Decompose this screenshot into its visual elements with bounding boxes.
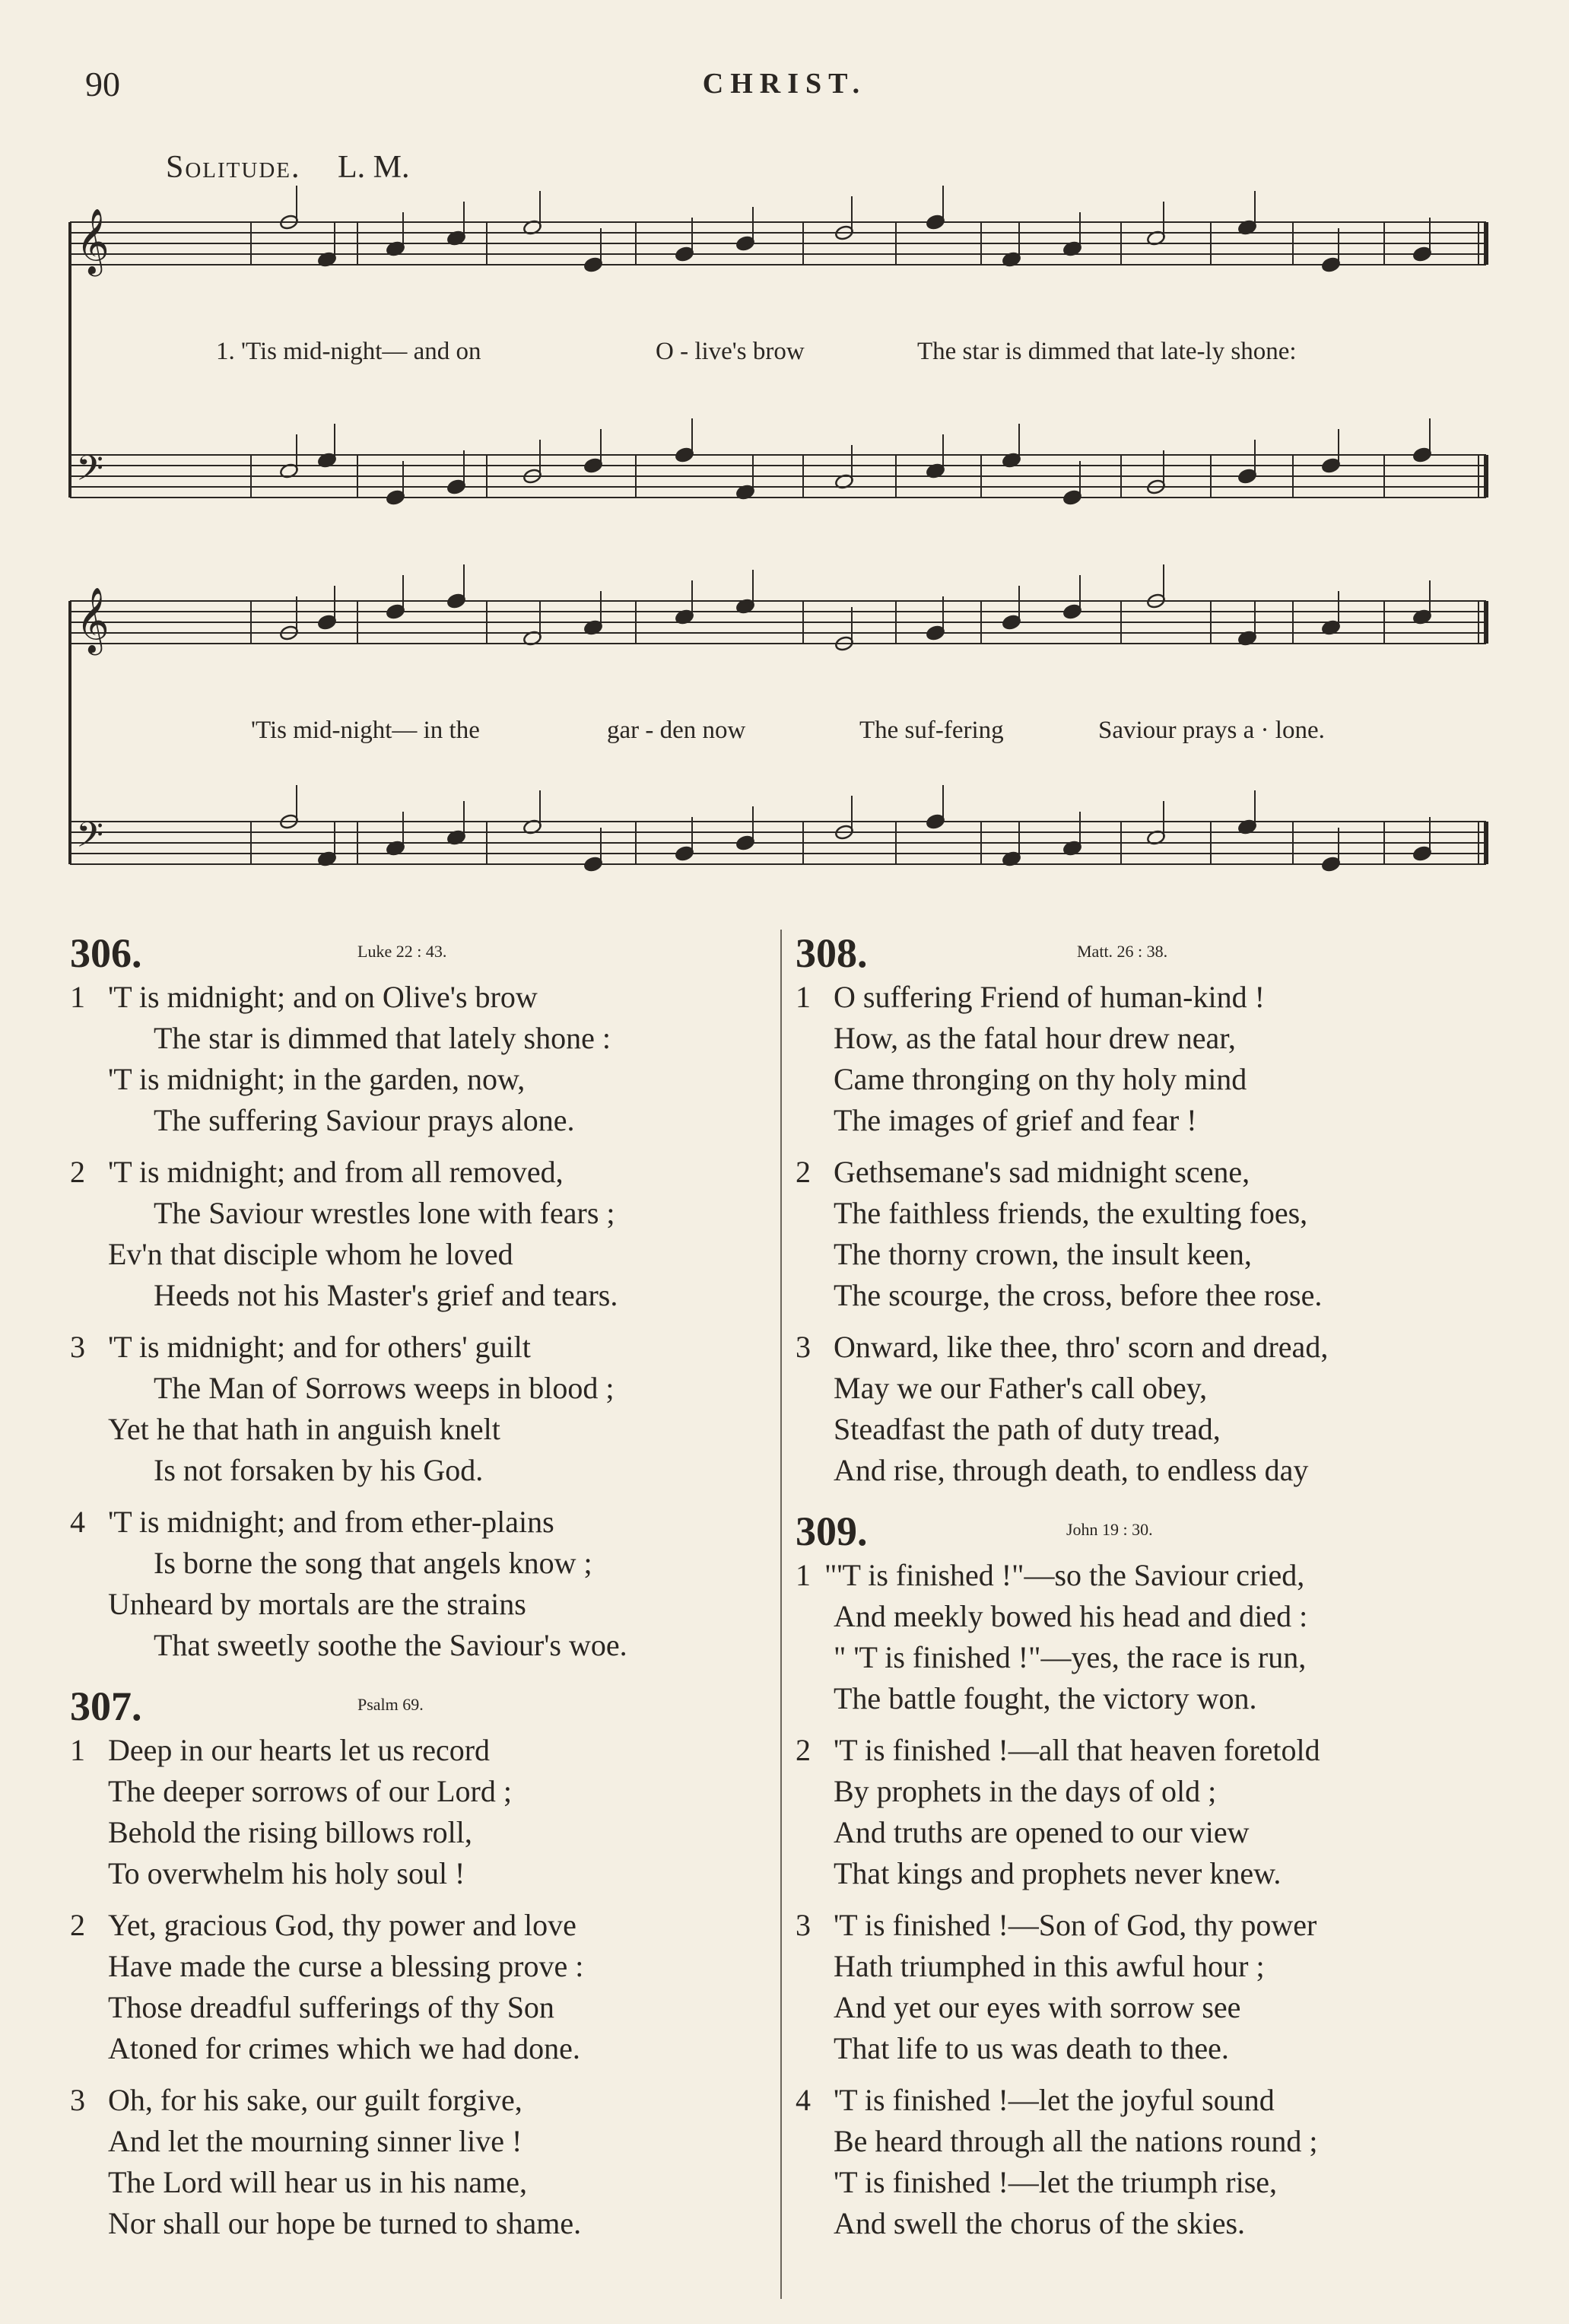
stanza-number: 3 <box>70 1330 85 1364</box>
verse-line: The scourge, the cross, before thee rose. <box>834 1278 1323 1312</box>
verse-line: The star is dimmed that lately shone : <box>154 1021 611 1055</box>
verse-line: Gethsemane's sad midnight scene, <box>834 1155 1250 1189</box>
stanza <box>70 977 770 1141</box>
verse-line: The images of grief and fear ! <box>834 1103 1197 1137</box>
stanza <box>70 1905 770 2069</box>
verse-line: The suffering Saviour prays alone. <box>154 1103 575 1137</box>
verse-line: Yet he that hath in anguish knelt <box>108 1412 500 1446</box>
stanza <box>796 1730 1526 1894</box>
stanza-number: 2 <box>796 1733 811 1767</box>
tune-meter: L. M. <box>338 150 410 185</box>
stanza-number: 2 <box>70 1908 85 1942</box>
stanza-number: 2 <box>70 1155 85 1189</box>
verse-line: Be heard through all the nations round ; <box>834 2124 1318 2158</box>
stanza <box>796 977 1526 1141</box>
bass-clef-icon: 𝄢 <box>76 448 104 498</box>
verse-line: Deep in our hearts let us record <box>108 1733 491 1767</box>
stanza-number: 3 <box>70 2083 85 2117</box>
verse-line: And truths are opened to our view <box>834 1815 1250 1849</box>
verse-line: The faithless friends, the exulting foes, <box>834 1196 1308 1230</box>
stanza <box>796 2080 1526 2244</box>
verse-line: And swell the chorus of the skies. <box>834 2206 1246 2240</box>
verse-line: Is not forsaken by his God. <box>154 1453 484 1487</box>
stanza <box>796 1327 1526 1491</box>
verse-line: By prophets in the days of old ; <box>834 1774 1217 1808</box>
verse-line: Steadfast the path of duty tread, <box>834 1412 1221 1446</box>
scripture-reference: Psalm 69. <box>357 1695 424 1714</box>
verse-line: Came thronging on thy holy mind <box>834 1062 1247 1096</box>
verse-line: That life to us was death to thee. <box>834 2031 1229 2065</box>
verse-line: And meekly bowed his head and died : <box>834 1599 1308 1633</box>
stanza-number: 1 <box>70 980 85 1014</box>
stanza-number: 1 <box>796 980 811 1014</box>
lyric-system1-c: The star is dimmed that late-ly shone: <box>917 338 1297 365</box>
verse-line: Atoned for crimes which we had done. <box>108 2031 580 2065</box>
verse-line: And let the mourning sinner live ! <box>108 2124 522 2158</box>
verse-line: Onward, like thee, thro' scorn and dread, <box>834 1330 1329 1364</box>
treble-clef-icon: 𝄞 <box>76 208 110 274</box>
verse-line: 'T is finished !—let the joyful sound <box>834 2083 1275 2117</box>
lyric-system2-d: Saviour prays a · lone. <box>1098 717 1325 744</box>
scripture-reference: Matt. 26 : 38. <box>1077 942 1168 961</box>
running-title: CHRIST. <box>702 68 867 100</box>
hymn-306 <box>70 930 770 1666</box>
stanza <box>70 1327 770 1491</box>
hymn-number: 308. <box>796 930 868 976</box>
column-divider <box>780 930 782 2299</box>
verse-line: Oh, for his sake, our guilt forgive, <box>108 2083 522 2117</box>
verse-line: Have made the curse a blessing prove : <box>108 1949 584 1983</box>
verse-line: 'T is finished !—Son of God, thy power <box>834 1908 1317 1942</box>
verse-line: 'T is finished !—all that heaven foretold <box>834 1733 1320 1767</box>
verse-line: 'T is midnight; and for others' guilt <box>108 1330 531 1364</box>
verse-line: Unheard by mortals are the strains <box>108 1587 526 1621</box>
hymn-number: 306. <box>70 930 142 976</box>
verse-line: That kings and prophets never knew. <box>834 1856 1282 1890</box>
verse-line: Hath triumphed in this awful hour ; <box>834 1949 1265 1983</box>
stanza-number: 4 <box>70 1505 85 1539</box>
tune-name: Solitude. <box>166 150 301 185</box>
hymn-number: 307. <box>70 1683 142 1729</box>
verse-line: Nor shall our hope be turned to shame. <box>108 2206 582 2240</box>
lyric-system2-a: 'Tis mid-night— in the <box>251 717 480 744</box>
verse-line: Is borne the song that angels know ; <box>154 1546 592 1580</box>
hymn-309 <box>796 1508 1526 2244</box>
music-notation <box>0 0 1569 936</box>
verse-line: That sweetly soothe the Saviour's woe. <box>154 1628 627 1662</box>
lyric-system1-a: 1. 'Tis mid-night— and on <box>216 338 481 365</box>
verse-line: The battle fought, the victory won. <box>834 1681 1257 1715</box>
verse-line: Ev'n that disciple whom he loved <box>108 1237 513 1271</box>
scripture-reference: Luke 22 : 43. <box>357 942 447 961</box>
right-column <box>796 930 1526 2255</box>
verse-line: Behold the rising billows roll, <box>108 1815 472 1849</box>
stanza <box>796 1152 1526 1316</box>
verse-line: O suffering Friend of human-kind ! <box>834 980 1265 1014</box>
verse-line: The Lord will hear us in his name, <box>108 2165 527 2199</box>
lyric-system2-b: gar - den now <box>607 717 746 744</box>
hymn-307 <box>70 1683 770 2244</box>
hymn-number: 309. <box>796 1509 868 1554</box>
verse-line: May we our Father's call obey, <box>834 1371 1208 1405</box>
verse-line: "'T is finished !"—so the Saviour cried, <box>824 1558 1305 1592</box>
verse-line: And yet our eyes with sorrow see <box>834 1990 1241 2024</box>
verse-line: Heeds not his Master's grief and tears. <box>154 1278 618 1312</box>
verse-line: 'T is finished !—let the triumph rise, <box>834 2165 1278 2199</box>
page-number: 90 <box>85 65 120 103</box>
verse-line: 'T is midnight; and on Olive's brow <box>108 980 538 1014</box>
verse-line: The Man of Sorrows weeps in blood ; <box>154 1371 615 1405</box>
verse-line: " 'T is finished !"—yes, the race is run, <box>834 1640 1307 1674</box>
verse-line: Those dreadful sufferings of thy Son <box>108 1990 554 2024</box>
stanza-number: 1 <box>70 1733 85 1767</box>
stanza-number: 1 <box>796 1558 811 1592</box>
stanza <box>796 1555 1526 1719</box>
verse-line: The thorny crown, the insult keen, <box>834 1237 1252 1271</box>
verse-line: Yet, gracious God, thy power and love <box>108 1908 576 1942</box>
verse-line: To overwhelm his holy soul ! <box>108 1856 465 1890</box>
scripture-reference: John 19 : 30. <box>1066 1520 1153 1539</box>
stanza-number: 2 <box>796 1155 811 1189</box>
stanza-number: 3 <box>796 1330 811 1364</box>
stanza <box>70 1730 770 1894</box>
verse-line: 'T is midnight; in the garden, now, <box>108 1062 526 1096</box>
stanza-number: 4 <box>796 2083 811 2117</box>
stanza <box>796 1905 1526 2069</box>
lyric-system2-c: The suf-fering <box>859 717 1004 744</box>
stanza <box>70 2080 770 2244</box>
bass-clef-icon: 𝄢 <box>76 815 104 864</box>
lyric-system1-b: O - live's brow <box>656 338 805 365</box>
verse-line: 'T is midnight; and from all removed, <box>108 1155 564 1189</box>
verse-line: The Saviour wrestles lone with fears ; <box>154 1196 615 1230</box>
stanza <box>70 1152 770 1316</box>
hymn-308 <box>796 930 1526 1491</box>
treble-clef-icon: 𝄞 <box>76 587 110 653</box>
verse-line: 'T is midnight; and from ether-plains <box>108 1505 554 1539</box>
verse-line: The deeper sorrows of our Lord ; <box>108 1774 512 1808</box>
stanza-number: 3 <box>796 1908 811 1942</box>
left-column <box>70 930 770 2255</box>
verse-line: And rise, through death, to endless day <box>834 1453 1309 1487</box>
stanza <box>70 1502 770 1666</box>
verse-line: How, as the fatal hour drew near, <box>834 1021 1236 1055</box>
